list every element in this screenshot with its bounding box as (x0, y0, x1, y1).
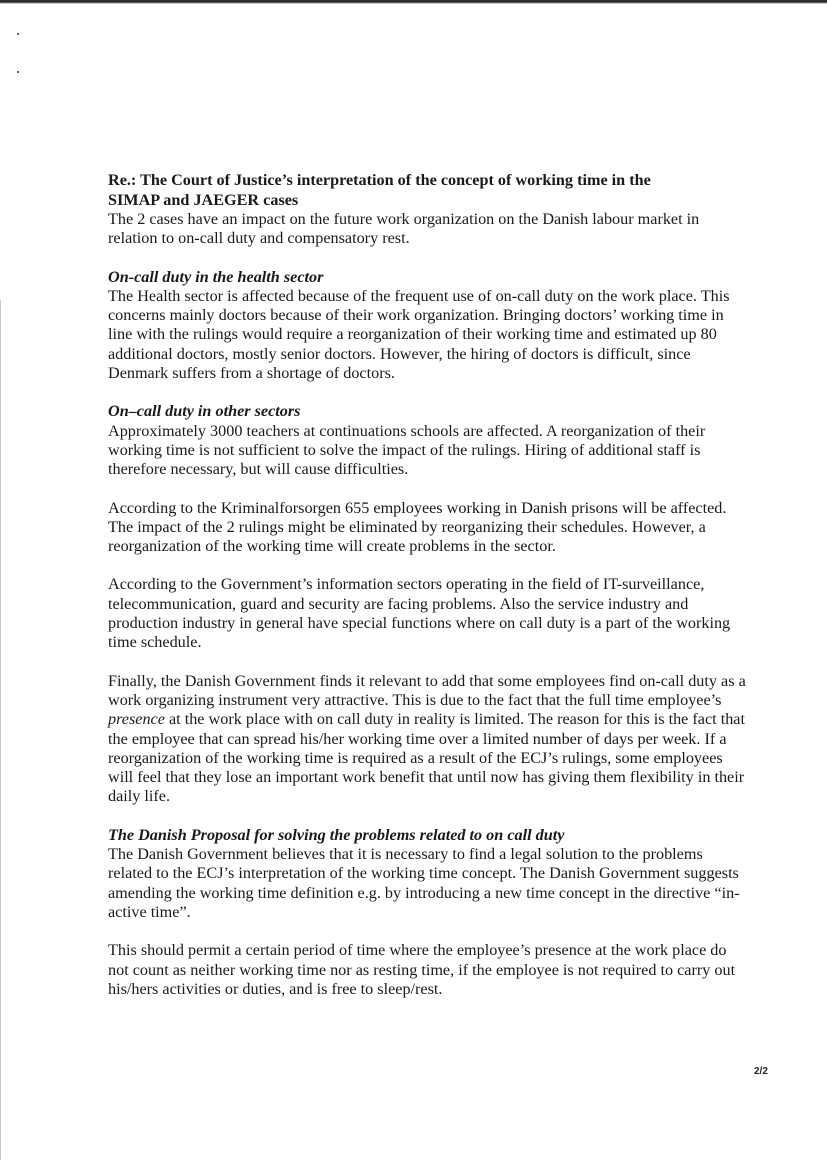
scan-left-edge (0, 300, 1, 1160)
paragraph-gap (108, 383, 748, 402)
page-number: 2/2 (754, 1066, 768, 1077)
paragraph-gap (108, 922, 748, 941)
health-sector-paragraph: The Health sector is affected because of the frequent use of on-call duty on the work place. This concerns mainly doctors because of their work organization. Bringing doctors’ working time in line with the rulings would require a reorganization of their working time and estimated up 80 additional doctors, mostly senior doctors. However, the hiring of doctors is difficult, since Denmark suffers from a shortage of doctors. (108, 286, 730, 383)
proposal-paragraph: The Danish Government believes that it is necessary to find a legal solution to the problems related to the ECJ’s interpretation of the working time concept. The Danish Government suggests amending the working time definition e.g. by introducing a new time concept in the directive “in-active time”. (108, 845, 740, 921)
scan-speck (17, 71, 19, 73)
teachers-paragraph: Approximately 3000 teachers at continuations schools are affected. A reorganization of their working time is not sufficient to solve the impact of the rulings. Hiring of additional staff is therefore necessary, but will cause difficulties. (108, 421, 706, 479)
attractive-on-call-paragraph (108, 672, 748, 807)
it-sectors-paragraph: According to the Government’s information sectors operating in the field of IT-surveillance, telecommunication, guard and security are facing problems. Also the service industry and production industry in general have special functions where on call duty is a part of the working time schedule. (108, 575, 731, 652)
paragraph-text: Finally, the Danish Government finds it relevant to add that some employees find on-call duty as a work organizing instrument very attractive. This is due to the fact that the full time employee’s (108, 671, 746, 709)
paragraph-text: at the work place with on call duty in reality is limited. The reason for this is the fact that the employee that can spread his/her working time over a limited number of days per week. If a reorganization of the working time is required as a result of the ECJ’s rulings, some employees will feel that they lose an important work benefit that until now has giving them flexibility in their daily life. (108, 710, 745, 806)
intro-paragraph: The 2 cases have an impact on the future work organization on the Danish labour market in relation to on-call duty and compensatory rest. (108, 210, 700, 248)
paragraph-gap (108, 653, 748, 672)
paragraph-gap (108, 556, 748, 575)
section-heading-health-sector: On-call duty in the health sector (108, 267, 324, 286)
scan-speck (17, 33, 19, 35)
document-title: Re.: The Court of Justice’s interpretation of the concept of working time in the SIMAP and JAEGER cases (108, 171, 651, 209)
section-heading-danish-proposal: The Danish Proposal for solving the problems related to on call duty (108, 825, 565, 844)
prisons-paragraph: According to the Kriminalforsorgen 655 employees working in Danish prisons will be affected. The impact of the 2 rulings might be eliminated by reorganizing their schedules. However, a reorganization of the working time will create problems in the sector. (108, 498, 727, 556)
document-body (108, 171, 748, 999)
inactive-time-paragraph: This should permit a certain period of time where the employee’s presence at the work place do not count as neither working time nor as resting time, if the employee is not required to carry out his/hers activities or duties, and is free to sleep/rest. (108, 941, 736, 998)
emphasis-presence: presence (108, 710, 165, 729)
paragraph-gap (108, 249, 748, 268)
top-border-rule (0, 0, 827, 4)
section-heading-other-sectors: On–call duty in other sectors (108, 402, 301, 421)
paragraph-gap (108, 480, 748, 499)
paragraph-gap (108, 807, 748, 826)
